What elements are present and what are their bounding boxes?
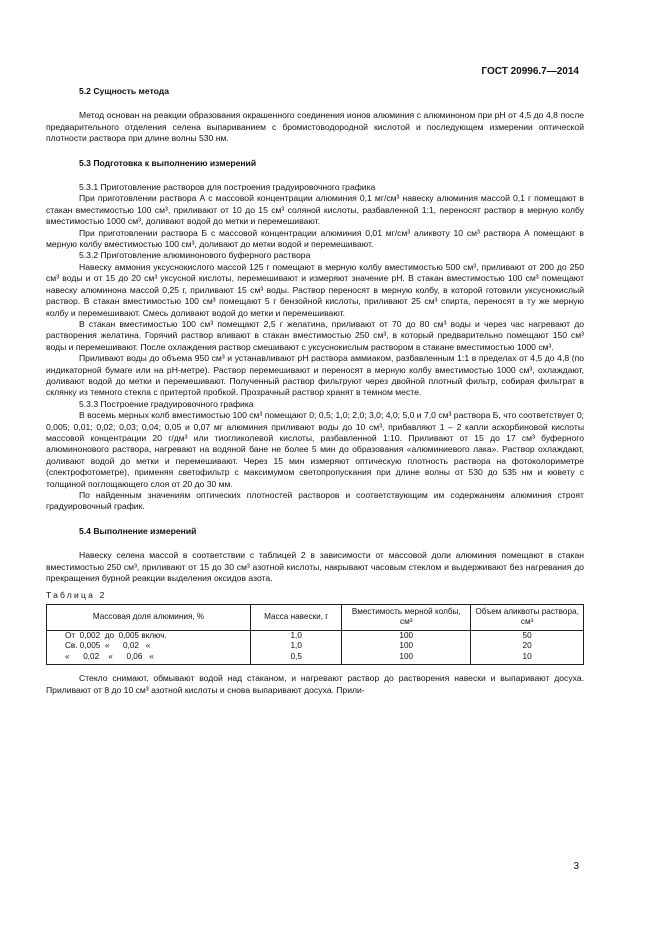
table-cell: 20 [471, 641, 584, 652]
paragraph-solution-b: При приготовлении раствора Б с массовой концентрации алюминия 0,01 мг/см³ аликвоту 10 см³ раствора А помещают в мерную колбу вместимостью 100 см³, доливают до метки водой и перемешивают. [46, 227, 584, 250]
table-cell: 100 [342, 652, 471, 665]
paragraph-buffer-1: Навеску аммония уксуснокислого массой 125 г помещают в мерную колбу вместимостью 500 см³, приливают от 200 до 250 см³ воды и от 15 до 20 см³ уксусной кислоты, перемешивают и измеряют значение pH. В стакан вместимостью 100 см³ помещают навеску алюминона массой 0,25 г, приливают 15 см³ воды. Раствор переносят в мерную колбу, в которой готовили уксуснокислый раствор. В стакан вместимостью 100 см³ помещают 5 г бензойной кислоты, приливают 25 см³ спирта, переносят в ту же мерную колбу и перемешивают. Смесь доливают водой до метки и перемешивают. [46, 261, 584, 318]
table-caption: Таблица 2 [46, 590, 107, 601]
table-cell: 1,0 [251, 630, 342, 641]
standard-header: ГОСТ 20996.7—2014 [481, 66, 579, 77]
table-cell: От 0,002 до 0,005 включ. [47, 630, 251, 641]
paragraph-buffer-2: В стакан вместимостью 100 см³ помещают 2,5 г желатина, приливают от 70 до 80 см³ воды и через час нагревают до растворения желатина. Горячий раствор вливают в стакан вместимостью 250 см³, в который предварительно помещают 150 см³ воды и перемешивают. После охлаждения раствор смешивают с уксуснокислым раствором в стакане вместимостью 1000 см³. [46, 318, 584, 352]
subsection-5-3-2: 5.3.2 Приготовление алюминонового буферного раствора [79, 250, 311, 261]
subsection-5-3-3: 5.3.3 Построение градуировочного графика [79, 398, 254, 409]
table-header-row [47, 604, 584, 630]
section-5-3-title: 5.3 Подготовка к выполнению измерений [79, 157, 257, 168]
page-content [46, 86, 584, 696]
table-cell: 50 [471, 630, 584, 641]
paragraph-graph-1: В восемь мерных колб вместимостью 100 см³ помещают 0; 0,5; 1,0; 2,0; 3,0; 4,0; 5,0 и 7,0 см³ раствора Б, что соответствует 0; 0,005; 0,01; 0,02; 0,03; 0,04; 0,05 и 0,07 мг алюминия приливают воды до 10 см³, прибавляют 1 – 2 капли аскорбиновой кислоты массовой концентрации 20 г/дм³ или тиогликолевой кислоты, разбавленной 1:10. Приливают от 15 до 17 см³ буферного алюминонового раствора, нагревают на водяной бане не более 5 мин до образования «алюминиевого лака». Раствор охлаждают, доливают водой до метки и перемешивают. Через 15 мин измеряют оптическую плотность раствора на фотоколориметре (спектрофотометре), применяя светофильтр с максимумом светопропускания при длине волны от 530 до 535 нм и кювету с толщиной поглощающего слоя от 20 до 30 мм. [46, 410, 584, 489]
page-number: 3 [573, 861, 579, 872]
table-header-cell: Вместимость мерной колбы, см³ [342, 604, 471, 630]
table-cell: 100 [342, 641, 471, 652]
table-row [47, 630, 584, 641]
table-row [47, 652, 584, 665]
table-row [47, 641, 584, 652]
table-header-cell: Массовая доля алюминия, % [47, 604, 251, 630]
section-5-2-text: Метод основан на реакции образования окрашенного соединения ионов алюминия с алюминоном при pH от 4,5 до 4,8 после предварительного отделения селена выпариванием с бромистоводородной кислотой и последующем измерении оптической плотности раствора при длине волны 530 нм. [46, 110, 584, 144]
paragraph-solution-a: При приготовлении раствора А с массовой концентрации алюминия 0,1 мг/см³ навеску алюминия массой 0,1 г помещают в стакан вместимостью 100 см³, приливают от 10 до 15 см³ соляной кислоты, разбавленной 1:1, переносят раствор в мерную колбу вместимостью 1000 см³, доливают водой до метки и перемешивают. [46, 193, 584, 227]
subsection-5-3-1: 5.3.1 Приготовление растворов для построения градуировочного графика [79, 182, 376, 193]
table-cell: 100 [342, 630, 471, 641]
table-cell: « 0,02 « 0,06 « [47, 652, 251, 665]
paragraph-measurement-2: Стекло снимают, обмывают водой над стаканом, и нагревают раствор до растворения навески и выпаривают досуха. Приливают от 8 до 10 см³ азотной кислоты и снова выпаривают досуха. Прили- [46, 673, 584, 695]
section-5-4-title: 5.4 Выполнение измерений [79, 525, 197, 536]
table-header-cell: Объем аликвоты раствора, см³ [471, 604, 584, 630]
paragraph-graph-2: По найденным значениям оптических плотностей растворов и соответствующим им содержаниям алюминия строят градуировочный график. [46, 490, 584, 512]
table-cell: 1,0 [251, 641, 342, 652]
table-cell: 0,5 [251, 652, 342, 665]
section-5-2-title: 5.2 Сущность метода [79, 86, 170, 96]
paragraph-buffer-3: Приливают воды до объема 950 см³ и устанавливают pH раствора аммиаком, разбавленным 1:1 в пределах от 4,5 до 4,8 (по индикаторной бумаге или на pH-метре). Раствор перемешивают и переносят в мерную колбу вместимостью 1000 см³, охлаждают, доливают водой до метки и перемешивают. Полученный раствор фильтруют через двойной плотный фильтр, собирая фильтрат в склянку из темного стекла с притертой пробкой. Прозрачный раствор хранят в темном месте. [46, 353, 584, 398]
paragraph-measurement-1: Навеску селена массой в соответствии с таблицей 2 в зависимости от массовой доли алюминия помещают в стакан вместимостью 250 см³, приливают от 15 до 30 см³ азотной кислоты, накрывают часовым стеклом и выдерживают без нагревания до прекращения бурной реакции выделения оксидов азота. [46, 550, 584, 584]
table-cell: Св. 0,005 « 0,02 « [47, 641, 251, 652]
table-header-cell: Масса навески, г [251, 604, 342, 630]
table-cell: 10 [471, 652, 584, 665]
table-2 [46, 604, 584, 666]
